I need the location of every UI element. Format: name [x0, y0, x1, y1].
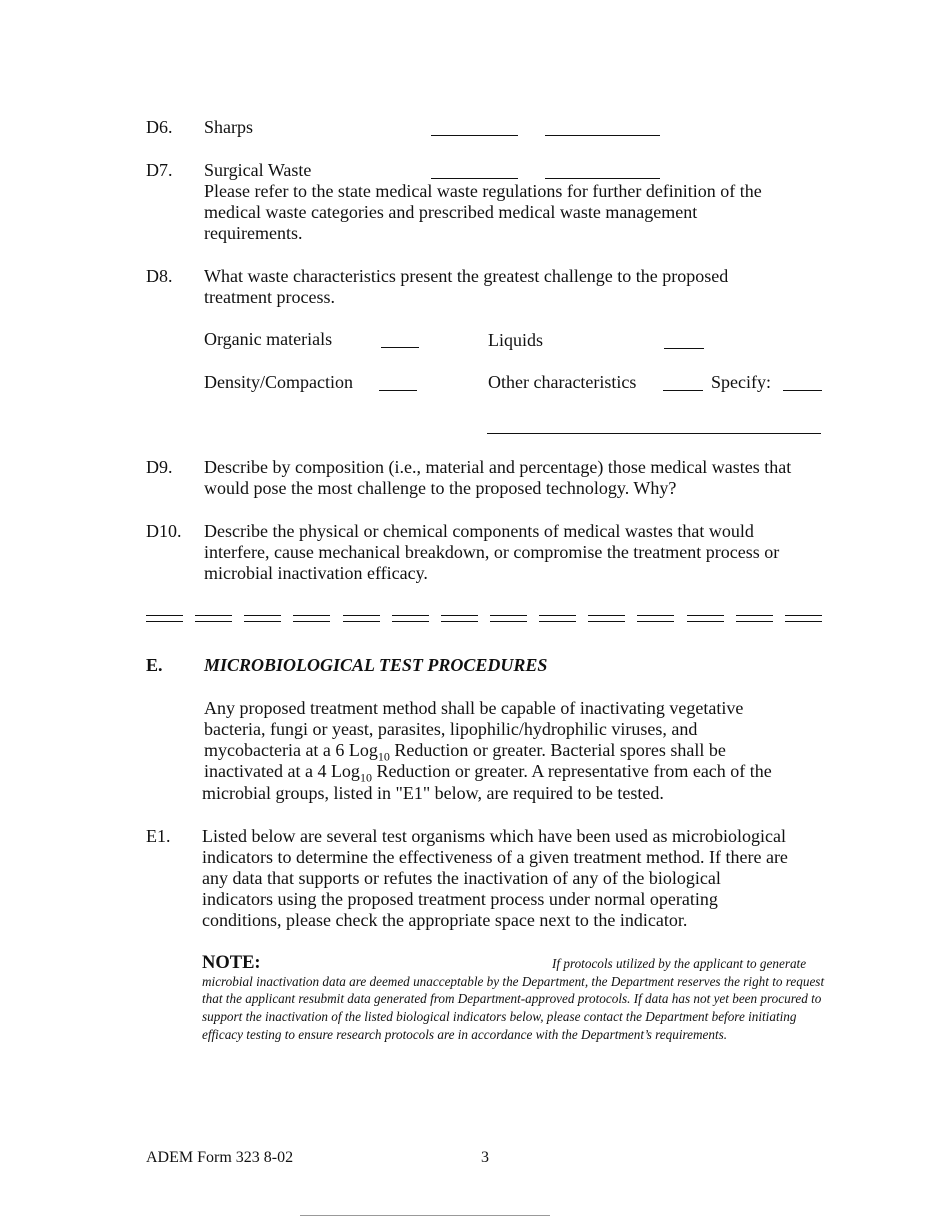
item-number-e1: E1.	[146, 826, 171, 846]
specify-label: Specify:	[711, 372, 771, 392]
surgical-waste-blank-1[interactable]	[431, 178, 518, 179]
page-number: 3	[481, 1149, 489, 1166]
separator-segment	[244, 615, 281, 622]
note-text: If protocols utilized by the applicant to generate microbial inactivation data are deemed unacceptable by the Department, the Department reserves the right to request that the applicant resubmit data generated from Department-approved protocols. If data has not yet been procured to support the inactivation of the listed biological indicators below, please contact the Department before initiating efficacy testing to ensure research protocols are in accordance with the Department’s requirements.	[202, 956, 825, 1042]
log-subscript: 10	[377, 749, 390, 764]
separator-segment	[343, 615, 380, 622]
d7-text-line: Please refer to the state medical waste regulations for further definition of the	[204, 181, 762, 201]
item-number-d6: D6.	[146, 117, 173, 137]
e1-text-line: conditions, please check the appropriate space next to the indicator.	[202, 910, 688, 930]
d7-text-line: requirements.	[204, 223, 303, 243]
intro-text: Reduction or greater. A representative from each of the	[371, 761, 772, 781]
d7-text-line: medical waste categories and prescribed medical waste management	[204, 202, 698, 222]
scan-edge-line	[300, 1215, 550, 1216]
e1-text-line: indicators to determine the effectiveness of a given treatment method. If there are	[202, 847, 788, 867]
item-label-surgical-waste: Surgical Waste	[204, 160, 312, 180]
d8-question-line: treatment process.	[204, 287, 335, 307]
surgical-waste-blank-2[interactable]	[545, 178, 660, 179]
note-block	[202, 955, 827, 1044]
item-label-sharps: Sharps	[204, 117, 253, 137]
specify-blank[interactable]	[783, 390, 822, 391]
intro-text: inactivated at a 4 Log	[204, 761, 360, 781]
d8-question-line: What waste characteristics present the greatest challenge to the proposed	[204, 266, 729, 286]
option-density-compaction: Density/Compaction	[204, 372, 353, 392]
item-number-d7: D7.	[146, 160, 173, 180]
intro-text: mycobacteria at a 6 Log	[204, 740, 378, 760]
section-title: MICROBIOLOGICAL TEST PROCEDURES	[204, 655, 548, 675]
other-characteristics-blank[interactable]	[663, 390, 703, 391]
sharps-blank-1[interactable]	[431, 135, 518, 136]
e1-text-line: Listed below are several test organisms which have been used as microbiological	[202, 826, 786, 846]
item-number-d10: D10.	[146, 521, 182, 541]
d9-question-line: would pose the most challenge to the proposed technology. Why?	[204, 478, 677, 498]
separator-segment	[736, 615, 773, 622]
sharps-blank-2[interactable]	[545, 135, 660, 136]
intro-line: Any proposed treatment method shall be capable of inactivating vegetative	[204, 698, 744, 718]
separator-segment	[490, 615, 527, 622]
e1-text-line: indicators using the proposed treatment process under normal operating	[202, 889, 718, 909]
separator-segment	[293, 615, 330, 622]
d9-question-line: Describe by composition (i.e., material and percentage) those medical wastes that	[204, 457, 792, 477]
density-compaction-blank[interactable]	[379, 390, 417, 391]
separator-segment	[392, 615, 429, 622]
intro-line: microbial groups, listed in "E1" below, are required to be tested.	[202, 783, 664, 803]
liquids-blank[interactable]	[664, 348, 704, 349]
item-number-d9: D9.	[146, 457, 173, 477]
separator-segment	[146, 615, 183, 622]
item-number-d8: D8.	[146, 266, 173, 286]
intro-line: bacteria, fungi or yeast, parasites, lipophilic/hydrophilic viruses, and	[204, 719, 698, 739]
d10-question-line: interfere, cause mechanical breakdown, or compromise the treatment process or	[204, 542, 780, 562]
separator-segment	[588, 615, 625, 622]
separator-segment	[539, 615, 576, 622]
option-organic-materials: Organic materials	[204, 329, 333, 349]
log-subscript: 10	[359, 770, 372, 785]
intro-text: Reduction or greater. Bacterial spores shall be	[389, 740, 726, 760]
organic-materials-blank[interactable]	[381, 347, 419, 348]
option-liquids: Liquids	[488, 330, 544, 350]
section-number-e: E.	[146, 655, 163, 675]
option-other-characteristics: Other characteristics	[488, 372, 637, 392]
separator-segment	[195, 615, 232, 622]
note-label: NOTE:	[202, 953, 261, 973]
section-separator	[146, 615, 822, 627]
d10-question-line: microbial inactivation efficacy.	[204, 563, 428, 583]
d10-question-line: Describe the physical or chemical components of medical wastes that would	[204, 521, 754, 541]
separator-segment	[637, 615, 674, 622]
separator-segment	[687, 615, 724, 622]
specify-line[interactable]	[487, 433, 821, 434]
e1-text-line: any data that supports or refutes the inactivation of any of the biological	[202, 868, 721, 888]
separator-segment	[441, 615, 478, 622]
separator-segment	[785, 615, 822, 622]
footer-form-id: ADEM Form 323 8-02	[146, 1149, 294, 1166]
